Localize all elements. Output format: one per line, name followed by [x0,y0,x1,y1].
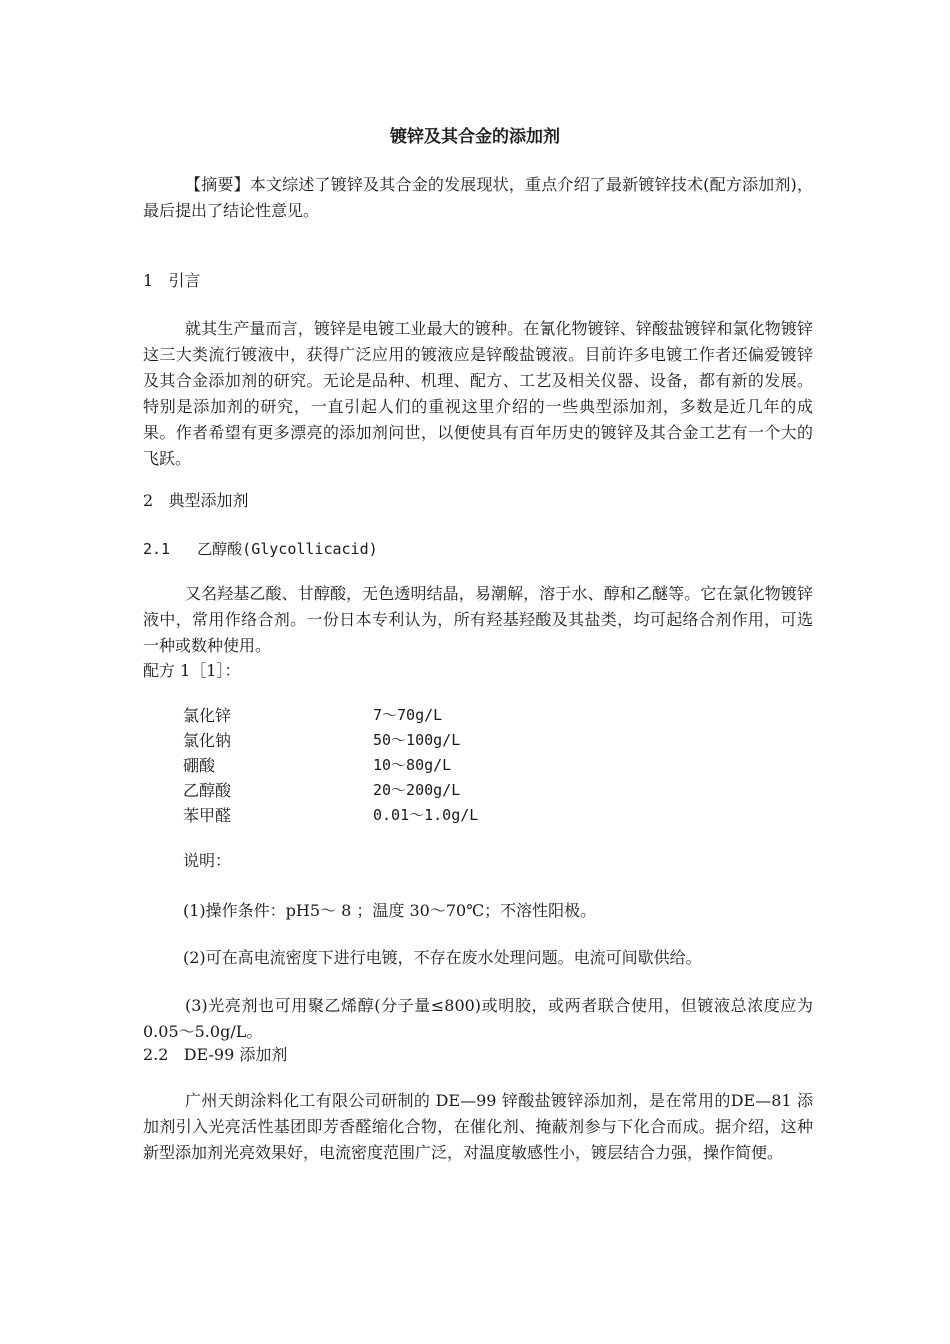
section-2-1-body: 又名羟基乙酸、甘醇酸，无色透明结晶，易潮解，溶于水、醇和乙醚等。它在氯化物镀锌液中，常用作络合剂。一份日本专利认为，所有羟基羟酸及其盐类，均可起络合剂作用，可选一种或数种使用。 [143,584,813,655]
section-1-body: 就其生产量而言，镀锌是电镀工业最大的镀种。在氰化物镀锌、锌酸盐镀锌和氯化物镀锌这三大类流行镀液中，获得广泛应用的镀液应是锌酸盐镀液。目前许多电镀工作者还偏爱镀锌及其合金添加剂的研究。无论是品种、机理、配方、工艺及相关仪器、设备，都有新的发展。特别是添加剂的研究，一直引起人们的重视这里介绍的一些典型添加剂，多数是近几年的成果。作者希望有更多漂亮的添加剂问世，以便使具有百年历史的镀锌及其合金工艺有一个大的飞跃。 [143,319,813,468]
ingredient-name: 苯甲醛 [183,806,232,825]
ingredient-name: 硼酸 [183,756,216,775]
ingredient-amount: 7～70g/L [373,706,443,724]
section-2-1-heading: 2.1 乙醇酸(Glycollicacid) [143,540,378,558]
note-2: (2)可在高电流密度下进行电镀，不存在废水处理问题。电流可间歇供给。 [183,948,702,967]
section-1-heading: 1 引言 [143,271,201,290]
ingredient-amount: 20～200g/L [373,781,461,799]
ingredient-amount: 10～80g/L [373,756,452,774]
ingredient-name: 氯化锌 [183,706,232,725]
abstract-paragraph: 【摘要】本文综述了镀锌及其合金的发展现状，重点介绍了最新镀锌技术(配方添加剂)，最后提出了结论性意见。 [143,175,813,220]
section-2-heading: 2 典型添加剂 [143,491,249,510]
document-title: 镀锌及其合金的添加剂 [390,127,560,147]
section-2-2-body: 广州天朗涂料化工有限公司研制的 DE—99 锌酸盐镀锌添加剂，是在常用的DE—81 添加剂引入光亮活性基团即芳香醛缩化合物，在催化剂、掩蔽剂参与下化合而成。据介绍，这种新型添加剂光亮效果好，电流密度范围广泛，对温度敏感性小，镀层结合力强，操作简便。 [143,1091,813,1162]
note-1: (1)操作条件：pH5～ 8 ；温度 30～70℃；不溶性阳极。 [183,901,597,920]
ingredient-name: 乙醇酸 [183,781,232,800]
ingredient-amount: 0.01～1.0g/L [373,806,479,824]
notes-label: 说明： [183,851,232,870]
recipe-label: 配方 1［1］： [143,661,241,680]
ingredient-name: 氯化钠 [183,731,232,750]
section-2-2-heading: 2.2 DE-99 添加剂 [143,1045,288,1064]
note-3: (3)光亮剂也可用聚乙烯醇(分子量≤800)或明胶，或两者联合使用，但镀液总浓度应为 0.05～5.0g/L。 [143,996,813,1041]
ingredient-amount: 50～100g/L [373,731,461,749]
